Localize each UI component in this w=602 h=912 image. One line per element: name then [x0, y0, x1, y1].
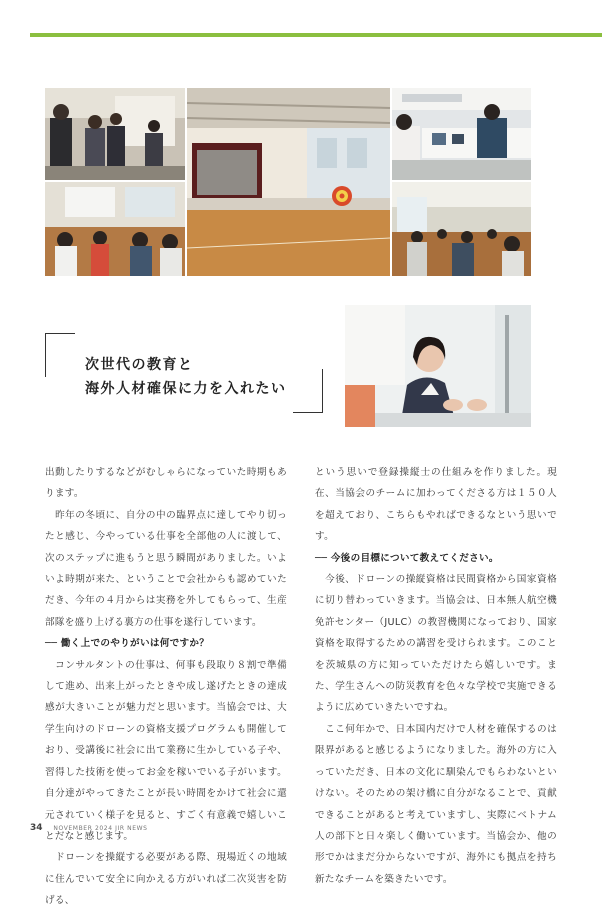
- paragraph: ドローンを操縦する必要がある際、現場近くの地域に住んでいて安全に向かえる方がいれば二次災害を防げる、: [45, 852, 287, 907]
- photo-exhibition-booth: [45, 88, 185, 180]
- top-accent-rule: [30, 33, 602, 37]
- paragraph: 今後、ドローンの操縦資格は民間資格から国家資格に切り替わっていきます。当協会は、日本無人航空機免許センター（JULC）の教習機関になっており、国家資格を取得するための講習を受けられます。このことを茨城県の方に知っていただけたら嬉しいです。また、学生さんへの防災教育を色々な学校で実施できるように広めていきたいですね。: [315, 574, 557, 714]
- heading-line-1: 次世代の教育と: [85, 357, 194, 373]
- paragraph: ここ何年かで、日本国内だけで人材を確保するのは限界があると感じるようになりました。海外の方に入っていただき、日本の文化に馴染んでもらわないといけない。そのための架け橋に自分がなることで、貢献できることがあると考えていますし、実際にベトナム人の部下と日々楽しく働いています。当協会か、他の形でかはまだ分からないですが、海外にも拠点を持ち新たなチームを築きたいです。: [315, 723, 557, 885]
- paragraph: という思いで登録操縦士の仕組みを作りました。現在、当協会のチームに加わってくださる方は１５０人を超えており、こちらもやればできるなという思いです。: [315, 467, 557, 543]
- heading-bracket-bottom-right: [293, 369, 323, 413]
- photo-training-room: [392, 88, 531, 180]
- photo-classroom: [45, 182, 185, 276]
- section-heading: [45, 333, 323, 413]
- heading-line-2: 海外人材確保に力を入れたい: [85, 381, 287, 397]
- left-column: [45, 462, 287, 912]
- paragraph: 昨年の冬頃に、自分の中の臨界点に達してやり切ったと感じ、今やっている仕事を全部他の人に渡して、次のステップに進もうと思う瞬間がありました。いよいよ時期が来た、ということで会社からも認めていただき、今年の４月からは実務を外してもらって、生産部隊を盛り上げる裏方の仕事を遂行しています。: [45, 509, 287, 628]
- paragraph: コンサルタントの仕事は、何事も段取り８割で準備して進め、出来上がったときや成し遂げたときの達成感が大きいことが魅力だと思います。当協会では、大学生向けのドローンの資格支援プログラムも開催しており、受講後に社会に出て業務に生かしている子や、習得した技術を使ってお金を稼いでいる子がいます。自分達がやってきたことが長い時間をかけて社会に還元されていく様子を見ると、すごく有意義で嬉しいことだなと感じます。: [45, 659, 287, 842]
- page-number: 34: [30, 823, 43, 833]
- photo-gymnasium: [187, 88, 390, 276]
- photo-speaker-portrait: [345, 305, 531, 427]
- paragraph: 出動したりするなどがむしゃらになっていた時期もあります。: [45, 467, 287, 500]
- interview-question: ── 働く上でのやりがいは何ですか？: [45, 638, 210, 650]
- page-footer: [30, 823, 148, 833]
- heading-bracket-top-left: [45, 333, 75, 377]
- interview-question: ── 今後の目標について教えてください。: [315, 552, 499, 564]
- heading-text: [85, 353, 287, 401]
- right-column: [315, 462, 557, 890]
- issue-label: NOVEMBER 2024 JIR NEWS: [53, 825, 148, 832]
- photo-seminar-hall: [392, 182, 531, 276]
